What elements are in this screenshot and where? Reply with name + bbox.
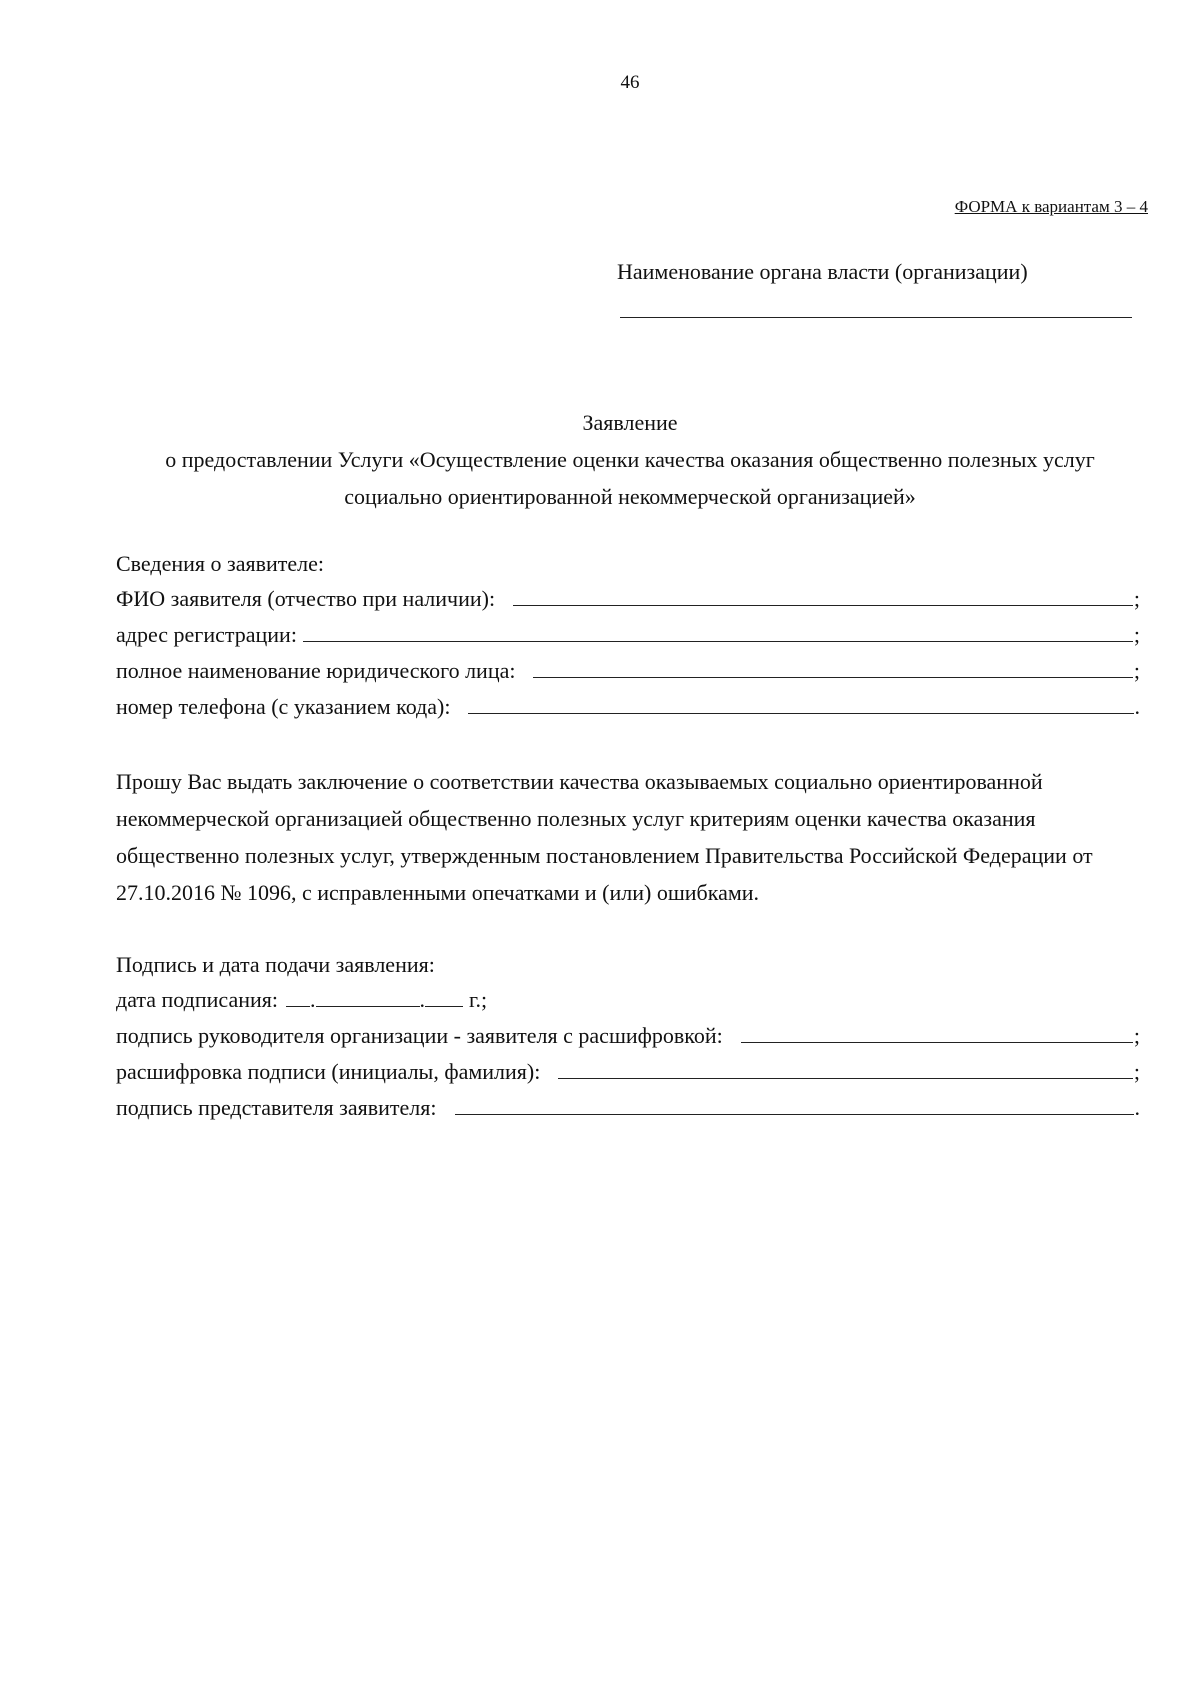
manager-signature-label: подпись руководителя организации - заявителя с расшифровкой: — [116, 1023, 723, 1048]
field-terminator: ; — [1133, 1059, 1140, 1084]
applicant-name-field[interactable] — [513, 587, 1133, 606]
signature-heading: Подпись и дата подачи заявления: — [116, 952, 435, 977]
title-line-3: социально ориентированной некоммерческой организацией» — [344, 484, 916, 509]
date-month-field[interactable] — [316, 988, 420, 1007]
legal-entity-name-row — [116, 658, 1140, 688]
date-day-field[interactable] — [286, 988, 310, 1007]
representative-signature-row — [116, 1095, 1140, 1125]
field-terminator: ; — [1133, 658, 1140, 683]
phone-label: номер телефона (с указанием кода): — [116, 694, 451, 719]
page-number: 46 — [620, 72, 640, 93]
document-title — [0, 404, 1200, 515]
signing-date-row — [116, 987, 487, 1013]
field-terminator: ; — [1133, 1023, 1140, 1048]
signature-transcript-field[interactable] — [558, 1060, 1133, 1079]
registration-address-field[interactable] — [303, 623, 1133, 642]
year-suffix: г.; — [469, 987, 488, 1012]
phone-row — [116, 694, 1140, 724]
form-variant-label: ФОРМА к вариантам 3 – 4 — [954, 197, 1148, 216]
field-terminator: ; — [1133, 586, 1140, 611]
title-line-1: Заявление — [582, 410, 678, 435]
field-terminator: ; — [1133, 622, 1140, 647]
field-terminator: . — [1134, 694, 1140, 719]
authority-label: Наименование органа власти (организации) — [617, 259, 1028, 284]
manager-signature-field[interactable] — [741, 1024, 1133, 1043]
date-separator: . — [419, 987, 425, 1012]
request-paragraph: Прошу Вас выдать заключение о соответствии качества оказываемых социально ориентированной некоммерческой организацией общественно полезных услуг критериям оценки качества оказания общественно полезных услуг, утвержденным постановлением Правительства Российской Федерации от 27.10.2016 № 1096, с исправленными опечатками и (или) ошибками. — [116, 769, 1093, 905]
signature-transcript-row — [116, 1059, 1140, 1089]
representative-signature-label: подпись представителя заявителя: — [116, 1095, 437, 1120]
signature-transcript-label: расшифровка подписи (инициалы, фамилия): — [116, 1059, 541, 1084]
registration-address-label: адрес регистрации: — [116, 622, 297, 647]
legal-entity-name-field[interactable] — [533, 659, 1132, 678]
legal-entity-name-label: полное наименование юридического лица: — [116, 658, 516, 683]
phone-field[interactable] — [468, 695, 1133, 714]
date-separator: . — [310, 987, 316, 1012]
manager-signature-row — [116, 1023, 1140, 1053]
registration-address-row — [116, 622, 1140, 652]
applicant-heading: Сведения о заявителе: — [116, 551, 325, 576]
field-terminator: . — [1134, 1095, 1140, 1120]
title-line-2: о предоставлении Услуги «Осуществление оценки качества оказания общественно полезных услуг — [165, 447, 1095, 472]
representative-signature-field[interactable] — [455, 1096, 1134, 1115]
date-year-field[interactable] — [425, 988, 463, 1007]
signing-date-label: дата подписания: — [116, 987, 278, 1012]
applicant-name-label: ФИО заявителя (отчество при наличии): — [116, 586, 496, 611]
applicant-name-row — [116, 586, 1140, 616]
authority-name-field[interactable] — [620, 317, 1132, 318]
